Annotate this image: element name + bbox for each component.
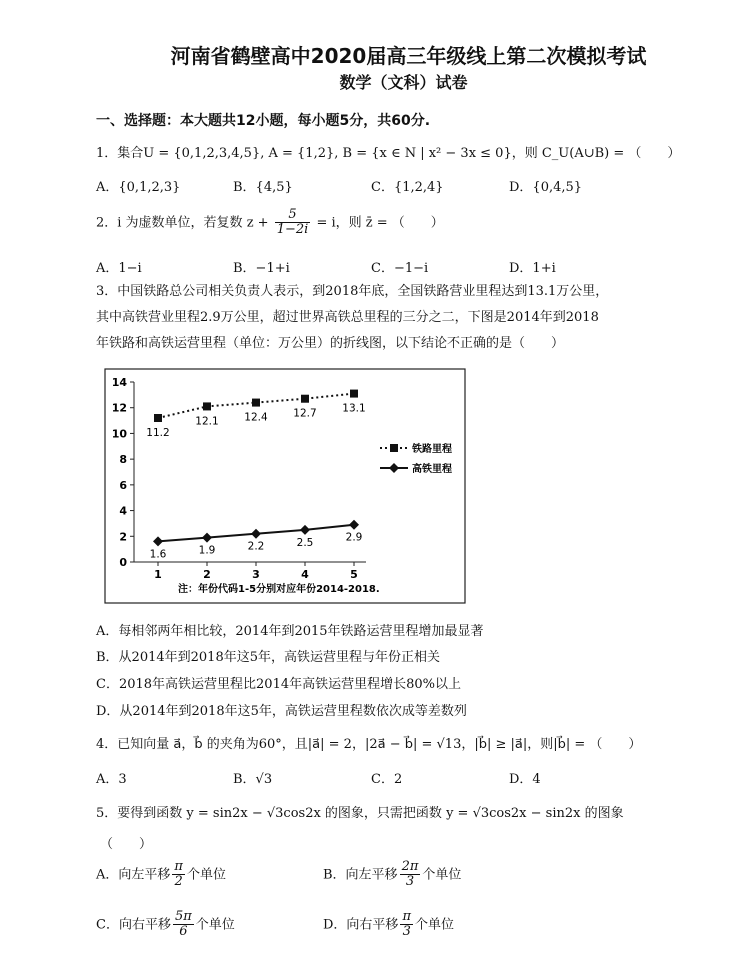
q3-option-b: B．从2014年到2018年这5年，高铁运营里程与年份正相关 [96,650,440,665]
x-tick-label: 5 [350,568,358,581]
y-tick-label: 10 [111,427,127,441]
q5-c-num: 5π [174,909,192,924]
q5-c-den: 6 [179,924,188,940]
section-heading: 一、选择题：本大题共12小题，每小题5分，共60分. [96,113,431,129]
q1-option-b: B．{4,5} [233,180,293,195]
line-chart [104,368,466,604]
y-tick-label: 0 [119,556,127,569]
q3-line-2: 其中高铁营业里程2.9万公里，超过世界高铁总里程的三分之二，下图是2014年到2018 [96,310,599,325]
q5-d-num: π [402,909,411,924]
y-tick-label: 2 [119,530,127,544]
q5-d-den: 3 [402,924,411,940]
q5-d-frac [400,910,413,940]
legend-label: 铁路里程 [412,444,452,455]
data-label: 2.2 [247,540,265,553]
q2-option-b: B．−1+i [233,261,290,276]
q3-option-c: C．2018年高铁运营里程比2014年高铁运营里程增长80%以上 [96,677,462,692]
q5-option-b [323,860,461,890]
q2-stem-post: = i，则 z̄ = （ ） [316,215,444,231]
y-tick-label: 14 [111,376,127,389]
railway-point [350,390,358,398]
q2-fraction [275,208,311,238]
q2-option-c: C．−1−i [371,261,429,276]
railway-point [154,414,162,422]
exam-title: 河南省鹤壁高中2020届高三年级线上第二次模拟考试 [170,44,647,68]
x-tick-label: 4 [301,568,309,581]
q1-option-d: D．{0,4,5} [509,180,583,195]
x-tick-label: 2 [203,568,211,581]
data-label: 13.1 [342,402,366,415]
q5-b-suffix: 个单位 [422,867,462,883]
x-tick-label: 1 [154,568,162,581]
question-2-stem [96,208,444,238]
q3-option-d: D．从2014年到2018年这5年，高铁运营里程数依次成等差数列 [96,704,467,719]
y-tick-label: 4 [119,504,127,518]
data-label: 12.1 [195,415,219,428]
railway-point [252,399,260,407]
data-label: 12.4 [244,411,268,424]
y-tick-label: 12 [111,401,127,415]
data-label: 2.9 [345,531,363,544]
q5-d-suffix: 个单位 [414,917,454,933]
q5-option-c [96,910,235,940]
q5-a-prefix: A．向左平移 [96,867,171,883]
q5-option-a [96,860,226,890]
q2-frac-num: 5 [275,208,311,223]
data-label: 12.7 [293,407,317,420]
q5-option-d [323,910,454,940]
q4-option-a: A．3 [96,772,127,787]
q5-c-prefix: C．向右平移 [96,917,171,933]
q3-option-a: A．每相邻两年相比较，2014年到2015年铁路运营里程增加最显著 [96,624,484,639]
q4-option-d: D．4 [509,772,541,787]
q5-b-num: 2π [401,859,419,874]
q5-b-frac [400,860,421,890]
exam-subtitle: 数学（文科）试卷 [339,73,468,92]
q3-line-3: 年铁路和高铁运营里程（单位：万公里）的折线图，以下结论不正确的是（ ） [96,336,565,351]
question-4-stem: 4．已知向量 a⃗，b⃗ 的夹角为60°，且|a⃗| = 2，|2a⃗ − b⃗| = √13，|b⃗| ≥ |a⃗|，则|b⃗| = （ ） [96,737,642,752]
chart-note: 注：年份代码1-5分别对应年份2014-2018. [178,584,380,595]
q5-a-suffix: 个单位 [186,867,226,883]
question-3-stem [96,279,676,357]
q1-option-a: A．{0,1,2,3} [96,180,181,195]
q3-line-1: 3．中国铁路总公司相关负责人表示，到2018年底，全国铁路营业里程达到13.1万公里， [96,284,609,299]
q5-paren: （ ） [100,837,153,852]
q5-a-num: π [174,859,183,874]
q4-option-c: C．2 [371,772,403,787]
q5-c-suffix: 个单位 [195,917,235,933]
q5-b-prefix: B．向左平移 [323,867,398,883]
legend-label: 高铁里程 [412,464,452,475]
legend-square-marker [390,444,398,452]
y-tick-label: 8 [119,453,127,467]
question-5-stem: 5．要得到函数 y = sin2x − √3cos2x 的图象，只需把函数 y = √3cos2x − sin2x 的图象 [96,806,624,821]
railway-point [301,395,309,403]
data-label: 1.9 [198,544,216,557]
q2-stem-pre: 2．i 为虚数单位，若复数 z + [96,215,269,231]
x-tick-label: 3 [252,568,260,581]
data-label: 11.2 [146,427,170,439]
q5-b-den: 3 [405,874,415,890]
q5-a-frac [172,860,185,890]
q5-a-den: 2 [174,874,183,890]
q1-option-c: C．{1,2,4} [371,180,444,195]
data-label: 2.5 [296,536,314,549]
q2-option-d: D．1+i [509,261,556,276]
q4-option-b: B．√3 [233,772,273,787]
q5-d-prefix: D．向右平移 [323,917,399,933]
question-1-stem: 1．集合U = {0,1,2,3,4,5}, A = {1,2}, B = {x ∈ N | x² − 3x ≤ 0}，则 C_U(A∪B) = （ ） [96,146,681,161]
railway-point [203,402,211,410]
q2-frac-den: 1−2i [276,222,309,238]
q2-option-a: A．1−i [96,261,142,276]
q5-c-frac [173,910,194,940]
data-label: 1.6 [149,548,167,561]
y-tick-label: 6 [119,478,127,492]
